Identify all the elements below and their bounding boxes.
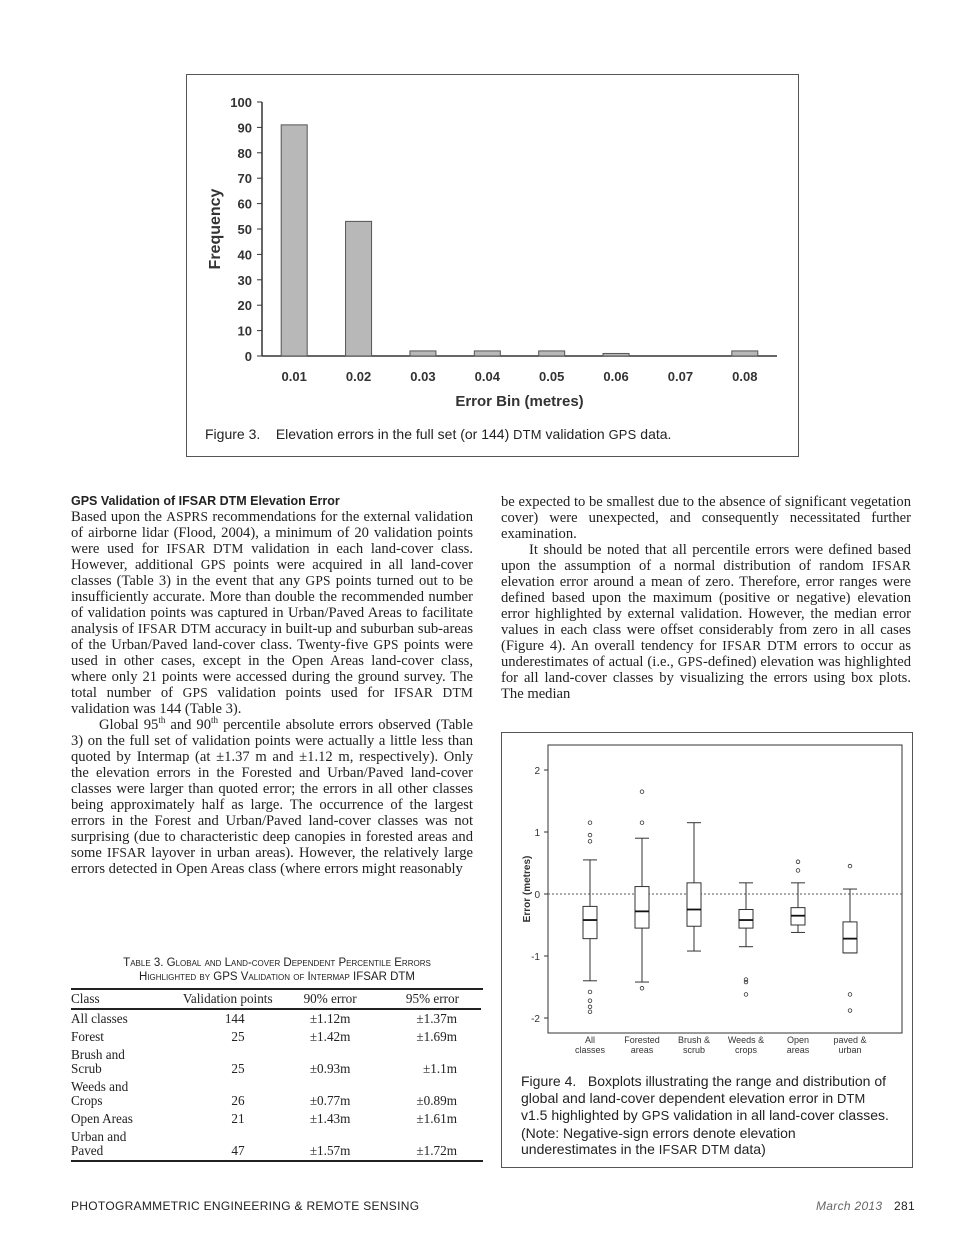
y-tick-label: -1	[531, 952, 540, 963]
x-tick-label: 0.08	[732, 369, 758, 384]
table-header-cell: 90% error	[273, 990, 388, 1009]
outlier-point	[588, 840, 592, 844]
x-tick-label: 0.04	[474, 369, 500, 384]
table-cell: Weeds and Crops	[71, 1079, 129, 1108]
table-cell: 25	[231, 1029, 245, 1044]
outlier-point	[796, 860, 800, 864]
outlier-point	[744, 993, 748, 997]
x-tick-label: 0.01	[281, 369, 307, 384]
table-cell: 25	[231, 1061, 245, 1076]
table-cell: Forest	[71, 1029, 104, 1044]
bar	[474, 351, 500, 356]
figure-4-chart	[502, 733, 912, 1068]
x-tick-label: crops	[734, 1045, 758, 1055]
x-tick-label: Weeds &	[727, 1035, 765, 1045]
outlier-point	[640, 790, 644, 794]
x-tick-label: 0.06	[603, 369, 629, 384]
footer-journal: PHOTOGRAMMETRIC ENGINEERING & REMOTE SENSING	[71, 1199, 420, 1213]
y-tick-label: 40	[237, 247, 252, 263]
outlier-point	[588, 999, 592, 1003]
bar	[603, 353, 629, 356]
x-tick-label: 0.02	[345, 369, 372, 384]
x-tick-label: 0.07	[667, 369, 694, 384]
x-tick-label: 0.05	[539, 369, 565, 384]
table-row	[71, 1046, 481, 1078]
table-cell: ±1.1m	[423, 1061, 457, 1076]
table-cell: ±0.89m	[416, 1093, 457, 1108]
table-cell: Urban and Paved	[71, 1129, 127, 1158]
table-cell: ±1.42m	[309, 1029, 351, 1044]
table-cell: ±1.43m	[309, 1111, 351, 1126]
table-3-title: Table 3. Global and Land-cover Dependent Percentile Errors Highlighted by GPS Validation of Intermap IFSAR DTM	[123, 957, 431, 983]
outlier-point	[588, 990, 592, 994]
y-tick-label: 100	[230, 95, 252, 110]
table-cell: ±1.12m	[309, 1011, 351, 1026]
y-tick-label: 0	[244, 349, 252, 364]
outlier-point	[848, 864, 852, 868]
x-tick-label: Open	[786, 1035, 810, 1045]
bar	[732, 351, 758, 356]
right-column-text	[501, 494, 911, 702]
y-tick-label: 50	[237, 222, 252, 237]
table-cell: 21	[231, 1111, 245, 1126]
table-cell: ±1.57m	[309, 1143, 351, 1158]
section-heading: GPS Validation of IFSAR DTM Elevation Error	[71, 494, 340, 508]
x-tick-label: Brush &	[677, 1035, 711, 1045]
y-tick-label: 30	[237, 272, 252, 288]
y-tick-label: 90	[237, 120, 252, 136]
outlier-point	[640, 821, 644, 825]
y-tick-label: 70	[237, 171, 252, 187]
bar	[281, 125, 307, 356]
figure-3-caption: Figure 3. Elevation errors in the full set (or 144) DTM validation GPS data.	[205, 426, 672, 442]
table-cell: All classes	[71, 1011, 128, 1026]
table-cell: 26	[231, 1093, 245, 1108]
table-3	[71, 956, 483, 1162]
outlier-point	[588, 821, 592, 825]
x-tick-label: urban	[838, 1045, 862, 1055]
y-tick-label: 60	[237, 196, 252, 212]
footer-page: 281	[894, 1199, 915, 1213]
outlier-point	[588, 833, 592, 837]
figure-4-caption: Figure 4. Boxplots illustrating the range and distribution of global and land-cover dependent elevation error in DTM v1.5 highlighted by GPS validation in all land-cover classes. (Note: Negative-sign errors denote elevation underestimates in the IFSAR DTM data)	[521, 1073, 889, 1157]
box	[583, 906, 597, 938]
outlier-point	[848, 993, 852, 997]
table-row	[71, 1078, 481, 1110]
y-tick-label: 10	[237, 323, 252, 339]
x-axis-label: Error Bin (metres)	[455, 393, 584, 410]
box	[635, 887, 649, 929]
outlier-point	[744, 980, 748, 984]
outlier-point	[848, 1009, 852, 1013]
y-axis-label: Frequency	[207, 188, 224, 270]
bar	[410, 351, 436, 356]
y-tick-label: 0	[534, 890, 540, 901]
figure-4	[501, 732, 913, 1168]
bar	[539, 351, 565, 356]
table-cell: ±1.72m	[416, 1143, 457, 1158]
table-cell: ±0.77m	[309, 1093, 351, 1108]
box	[739, 910, 753, 929]
table-cell: ±0.93m	[309, 1061, 351, 1076]
outlier-point	[640, 986, 644, 990]
y-axis-label: Error (metres)	[522, 855, 533, 923]
table-row	[71, 1128, 481, 1160]
table-cell: 144	[224, 1011, 245, 1026]
table-header-cell: Class	[71, 990, 161, 1009]
x-tick-label: All	[584, 1035, 596, 1045]
footer-date: March 2013	[816, 1199, 883, 1213]
table-row	[71, 1110, 481, 1128]
x-tick-label: 0.03	[410, 369, 436, 384]
y-tick-label: 1	[534, 828, 540, 839]
figure-3-chart	[187, 75, 798, 420]
paragraph-3: be expected to be smallest due to the absence of significant vegetation cover) were unexpected, and consequently necessitated further examination.	[501, 494, 911, 542]
table-header-cell: 95% error	[388, 990, 481, 1009]
table-cell: ±1.37m	[416, 1011, 457, 1026]
y-tick-label: 20	[237, 298, 252, 314]
outlier-point	[588, 1005, 592, 1009]
paragraph-4: It should be noted that all percentile errors were defined based upon the assumption of a normal distribution of random IFSAR elevation error around a mean of zero. Therefore, error ranges were defined based upon the maximum (positive or negative) elevation error highlighted by external validation. However, the median error values in each class were offset considerably from zero in all cases (Figure 4). An overall tendency for IFSAR DTM errors to occur as underestimates of actual (i.e., GPS-defined) elevation was highlighted for all land-cover classes by visualizing the errors using box plots. The median	[501, 542, 912, 702]
paragraph-1: Based upon the ASPRS recommendations for the external validation of airborne lidar (Flood, 2004), a minimum of 20 validation points were used for IFSAR DTM validation in each land-cover class. However, additional GPS points were acquired in all land-cover classes (Table 3) in the event that any GPS points turned out to be insufficiently accurate. More than double the recommended number of validation points was captured in Urban/Paved Areas to facilitate analysis of IFSAR DTM accuracy in built-up and suburban sub-areas of the Urban/Paved land-cover class. Twenty-five GPS points were used in other cases, except in the Open Areas land-cover class, where only 21 points were accessed during the ground survey. The total number of GPS validation points used for IFSAR DTM validation was 144 (Table 3).	[71, 509, 474, 717]
x-tick-label: scrub	[682, 1045, 706, 1055]
table-cell: Brush and Scrub	[71, 1047, 125, 1076]
figure-3	[186, 74, 799, 457]
outlier-point	[588, 1010, 592, 1014]
table-row	[71, 1028, 481, 1046]
table-cell: ±1.69m	[416, 1029, 457, 1044]
table-header-cell: Validation points	[161, 990, 273, 1009]
y-tick-label: 2	[534, 766, 540, 777]
x-tick-label: classes	[574, 1045, 606, 1055]
outlier-point	[796, 869, 800, 873]
y-tick-label: 80	[237, 145, 252, 161]
box	[843, 922, 857, 953]
x-tick-label: areas	[630, 1045, 654, 1055]
table-3-grid	[71, 990, 481, 1160]
x-tick-label: Forested	[624, 1035, 660, 1045]
table-cell: ±1.61m	[416, 1111, 457, 1126]
x-tick-label: paved &	[833, 1035, 867, 1045]
left-column-text	[71, 494, 473, 877]
y-tick-label: -2	[531, 1014, 540, 1025]
table-cell: 47	[231, 1143, 245, 1158]
box	[687, 883, 701, 926]
table-row	[71, 1009, 481, 1028]
bar	[346, 221, 372, 356]
x-tick-label: areas	[786, 1045, 810, 1055]
table-cell: Open Areas	[71, 1111, 133, 1126]
paragraph-2: Global 95th and 90th percentile absolute errors observed (Table 3) on the full set of validation points were actually a little less than quoted by Intermap (at ±1.37 m and ±1.12 m, respectively). Only the elevation errors in the Forested and Urban/Paved land-cover classes were larger than quoted error; the errors in all other classes being approximately half as large. The occurrence of the largest errors in the Forest and Urban/Paved land-cover classes was not surprising (due to characteristic deep canopies in forested areas and some IFSAR layover in urban areas). However, the relatively large errors detected in Open Areas class (where errors might reasonably	[71, 715, 474, 877]
